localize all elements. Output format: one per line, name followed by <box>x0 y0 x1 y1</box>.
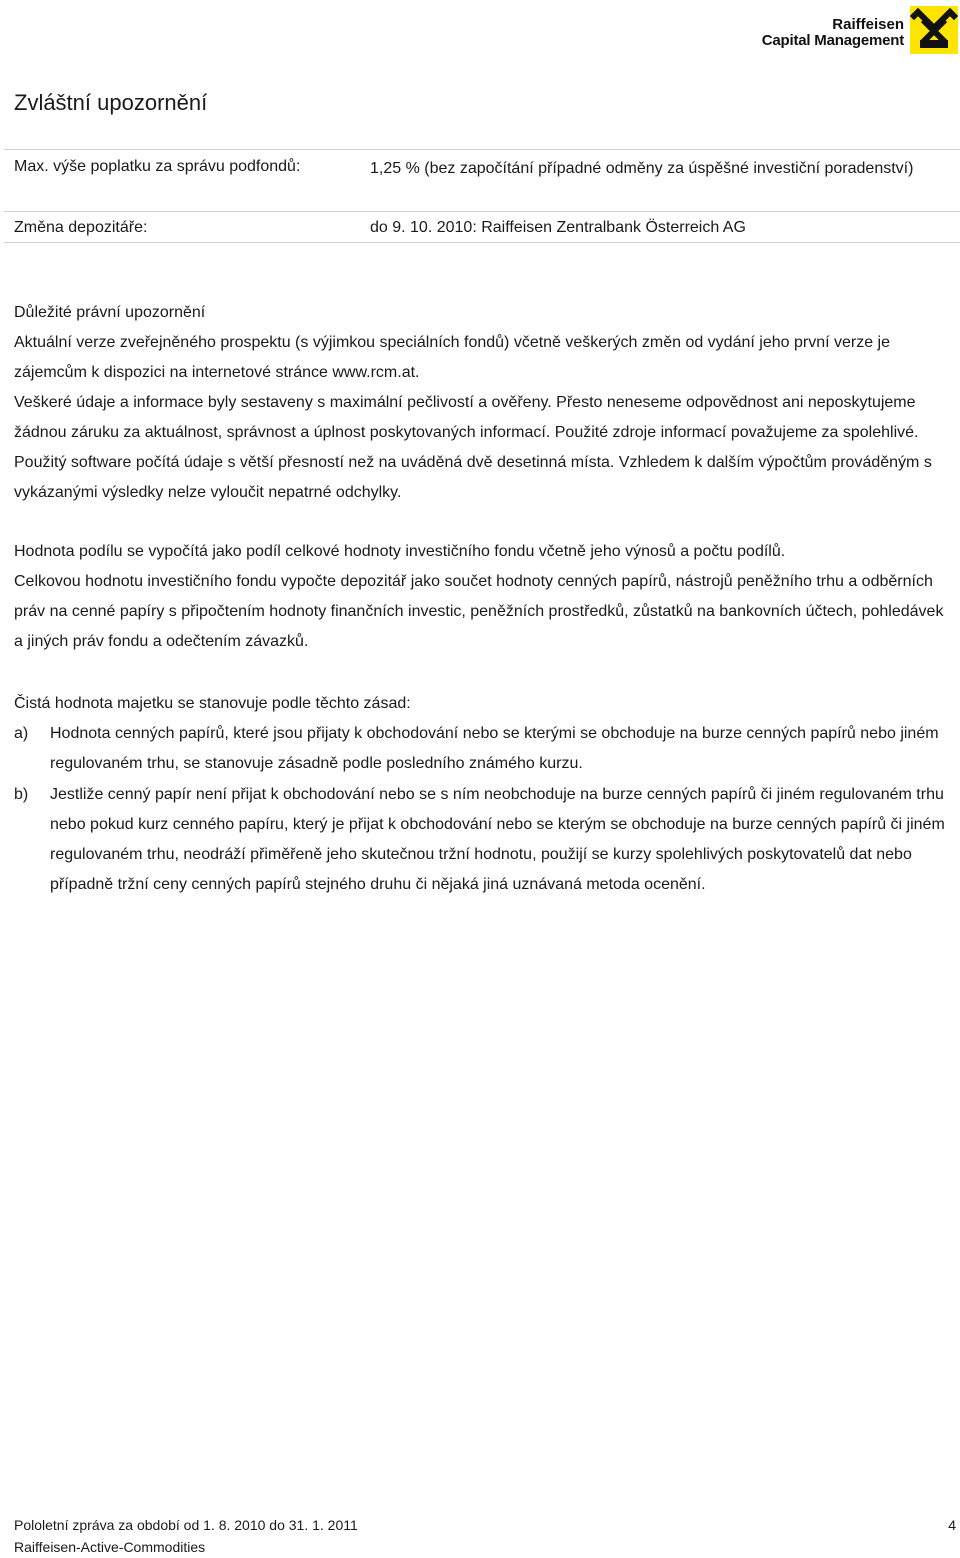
logo-wordmark <box>762 17 904 49</box>
rule-marker-b: b) <box>14 786 29 803</box>
raiffeisen-crossed-gables-icon <box>910 6 958 54</box>
unit-value-section <box>14 537 954 657</box>
fund-info-table <box>4 149 960 243</box>
rule-marker-a: a) <box>14 725 29 742</box>
legal-paragraph-2: Veškeré údaje a informace byly sestaveny s maximální pečlivostí a ověřeny. Přesto neneseme odpovědnost ani neposkytujeme žádnou záruku za aktuálnost, správnost a úplnost poskytovaných informací. Použité zdroje informací považujeme za spolehlivé. Použitý software počítá údaje s větší přesností než na uváděná dvě desetinná místa. Vzhledem k dalším výpočtům prováděným s vykázanými výsledky nelze vyloučit nepatrné odchylky. <box>14 394 932 501</box>
logo-line-1: Raiffeisen <box>832 16 904 33</box>
rule-text-a: Hodnota cenných papírů, které jsou přijaty k obchodování nebo se kterými se obchoduje na burze cenných papírů nebo jiném regulovaném trhu, se stanovuje zásadně podle posledního známého kurzu. <box>50 725 939 772</box>
unit-value-paragraph-2: Celkovou hodnotu investičního fondu vypočte depozitář jako součet hodnoty cenných papírů, nástrojů peněžního trhu a odběrních práv na cenné papíry s připočtením hodnoty finančních investic, peněžních prostředků, zůstatků na bankovních účtech, pohledávek a jiných práv fondu a odečtením závazků. <box>14 573 944 650</box>
rule-item-a <box>14 719 954 779</box>
fee-value: 1,25 % (bez započítání případné odměny za úspěšné investiční poradenství) <box>370 160 914 177</box>
depositary-value: do 9. 10. 2010: Raiffeisen Zentralbank Österreich AG <box>370 219 746 236</box>
page-title: Zvláštní upozornění <box>14 90 208 115</box>
rule-item-b <box>14 780 954 900</box>
depositary-row <box>4 211 960 243</box>
rule-text-b: Jestliže cenný papír není přijat k obchodování nebo se s ním neobchoduje na burze cenných papírů či jiném regulovaném trhu nebo pokud kurz cenného papíru, který je přijat k obchodování nebo se kterým se obchoduje na burze cenných papírů či jiném regulovaném trhu, neodráží přiměřeně jeho skutečnou tržní hodnotu, použijí se kurzy spolehlivých poskytovatelů dat nebo případně tržní ceny cenných papírů stejného druhu či nějaká jiná uznávaná metoda ocenění. <box>50 786 945 893</box>
unit-value-paragraph-1: Hodnota podílu se vypočítá jako podíl celkové hodnoty investičního fondu včetně jeho výnosů a počtu podílů. <box>14 543 786 560</box>
company-logo <box>730 4 960 54</box>
page-footer <box>14 1514 960 1558</box>
logo-line-2: Capital Management <box>761 32 904 49</box>
fee-row <box>4 149 960 211</box>
valuation-rules-section <box>14 689 954 900</box>
footer-page-number: 4 <box>948 1517 956 1533</box>
legal-heading: Důležité právní upozornění <box>14 304 206 321</box>
legal-paragraph-1: Aktuální verze zveřejněného prospektu (s výjimkou speciálních fondů) včetně veškerých změn od vydání jeho první verze je zájemcům k dispozici na internetové stránce www.rcm.at. <box>14 334 890 381</box>
depositary-label: Změna depozitáře: <box>14 219 148 236</box>
legal-notice-section <box>14 298 954 508</box>
fee-label: Max. výše poplatku za správu podfondů: <box>14 158 301 175</box>
footer-report-period: Pololetní zpráva za období od 1. 8. 2010 do 31. 1. 2011 <box>14 1517 358 1533</box>
rules-heading: Čistá hodnota majetku se stanovuje podle těchto zásad: <box>14 695 411 712</box>
footer-fund-name: Raiffeisen-Active-Commodities <box>14 1539 206 1555</box>
